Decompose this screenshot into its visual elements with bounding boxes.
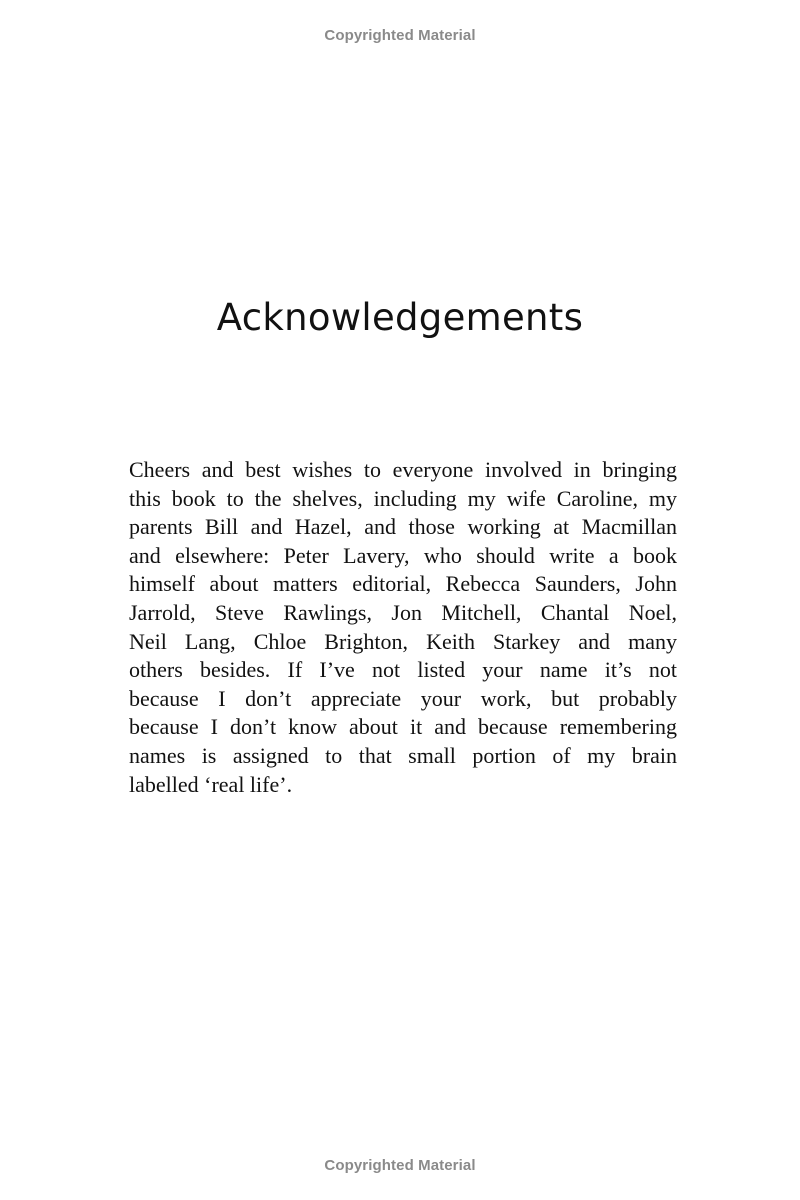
- acknowledgements-paragraph: [129, 456, 677, 799]
- page-heading: Acknowledgements: [216, 296, 584, 339]
- paragraph-line: parents Bill and Hazel, and those working at Macmillan: [129, 514, 677, 540]
- paragraph-line: others besides. If I’ve not listed your name it’s not: [129, 657, 677, 683]
- paragraph-line: because I don’t know about it and because remembering: [129, 714, 677, 740]
- paragraph-line: and elsewhere: Peter Lavery, who should write a book: [129, 542, 677, 568]
- paragraph-line: Jarrold, Steve Rawlings, Jon Mitchell, Chantal Noel,: [129, 599, 677, 625]
- paragraph-line: names is assigned to that small portion of my brain: [129, 742, 677, 768]
- paragraph-line: because I don’t appreciate your work, but probably: [129, 685, 677, 711]
- copyright-watermark-bottom: Copyrighted Material: [324, 1157, 476, 1174]
- paragraph-line: Neil Lang, Chloe Brighton, Keith Starkey and many: [129, 628, 677, 654]
- paragraph-line: himself about matters editorial, Rebecca Saunders, John: [129, 571, 677, 597]
- paragraph-line: labelled ‘real life’.: [129, 771, 293, 797]
- copyright-watermark-top: Copyrighted Material: [324, 27, 476, 44]
- paragraph-line: Cheers and best wishes to everyone involved in bringing: [129, 457, 677, 482]
- paragraph-line: this book to the shelves, including my wife Caroline, my: [129, 485, 677, 511]
